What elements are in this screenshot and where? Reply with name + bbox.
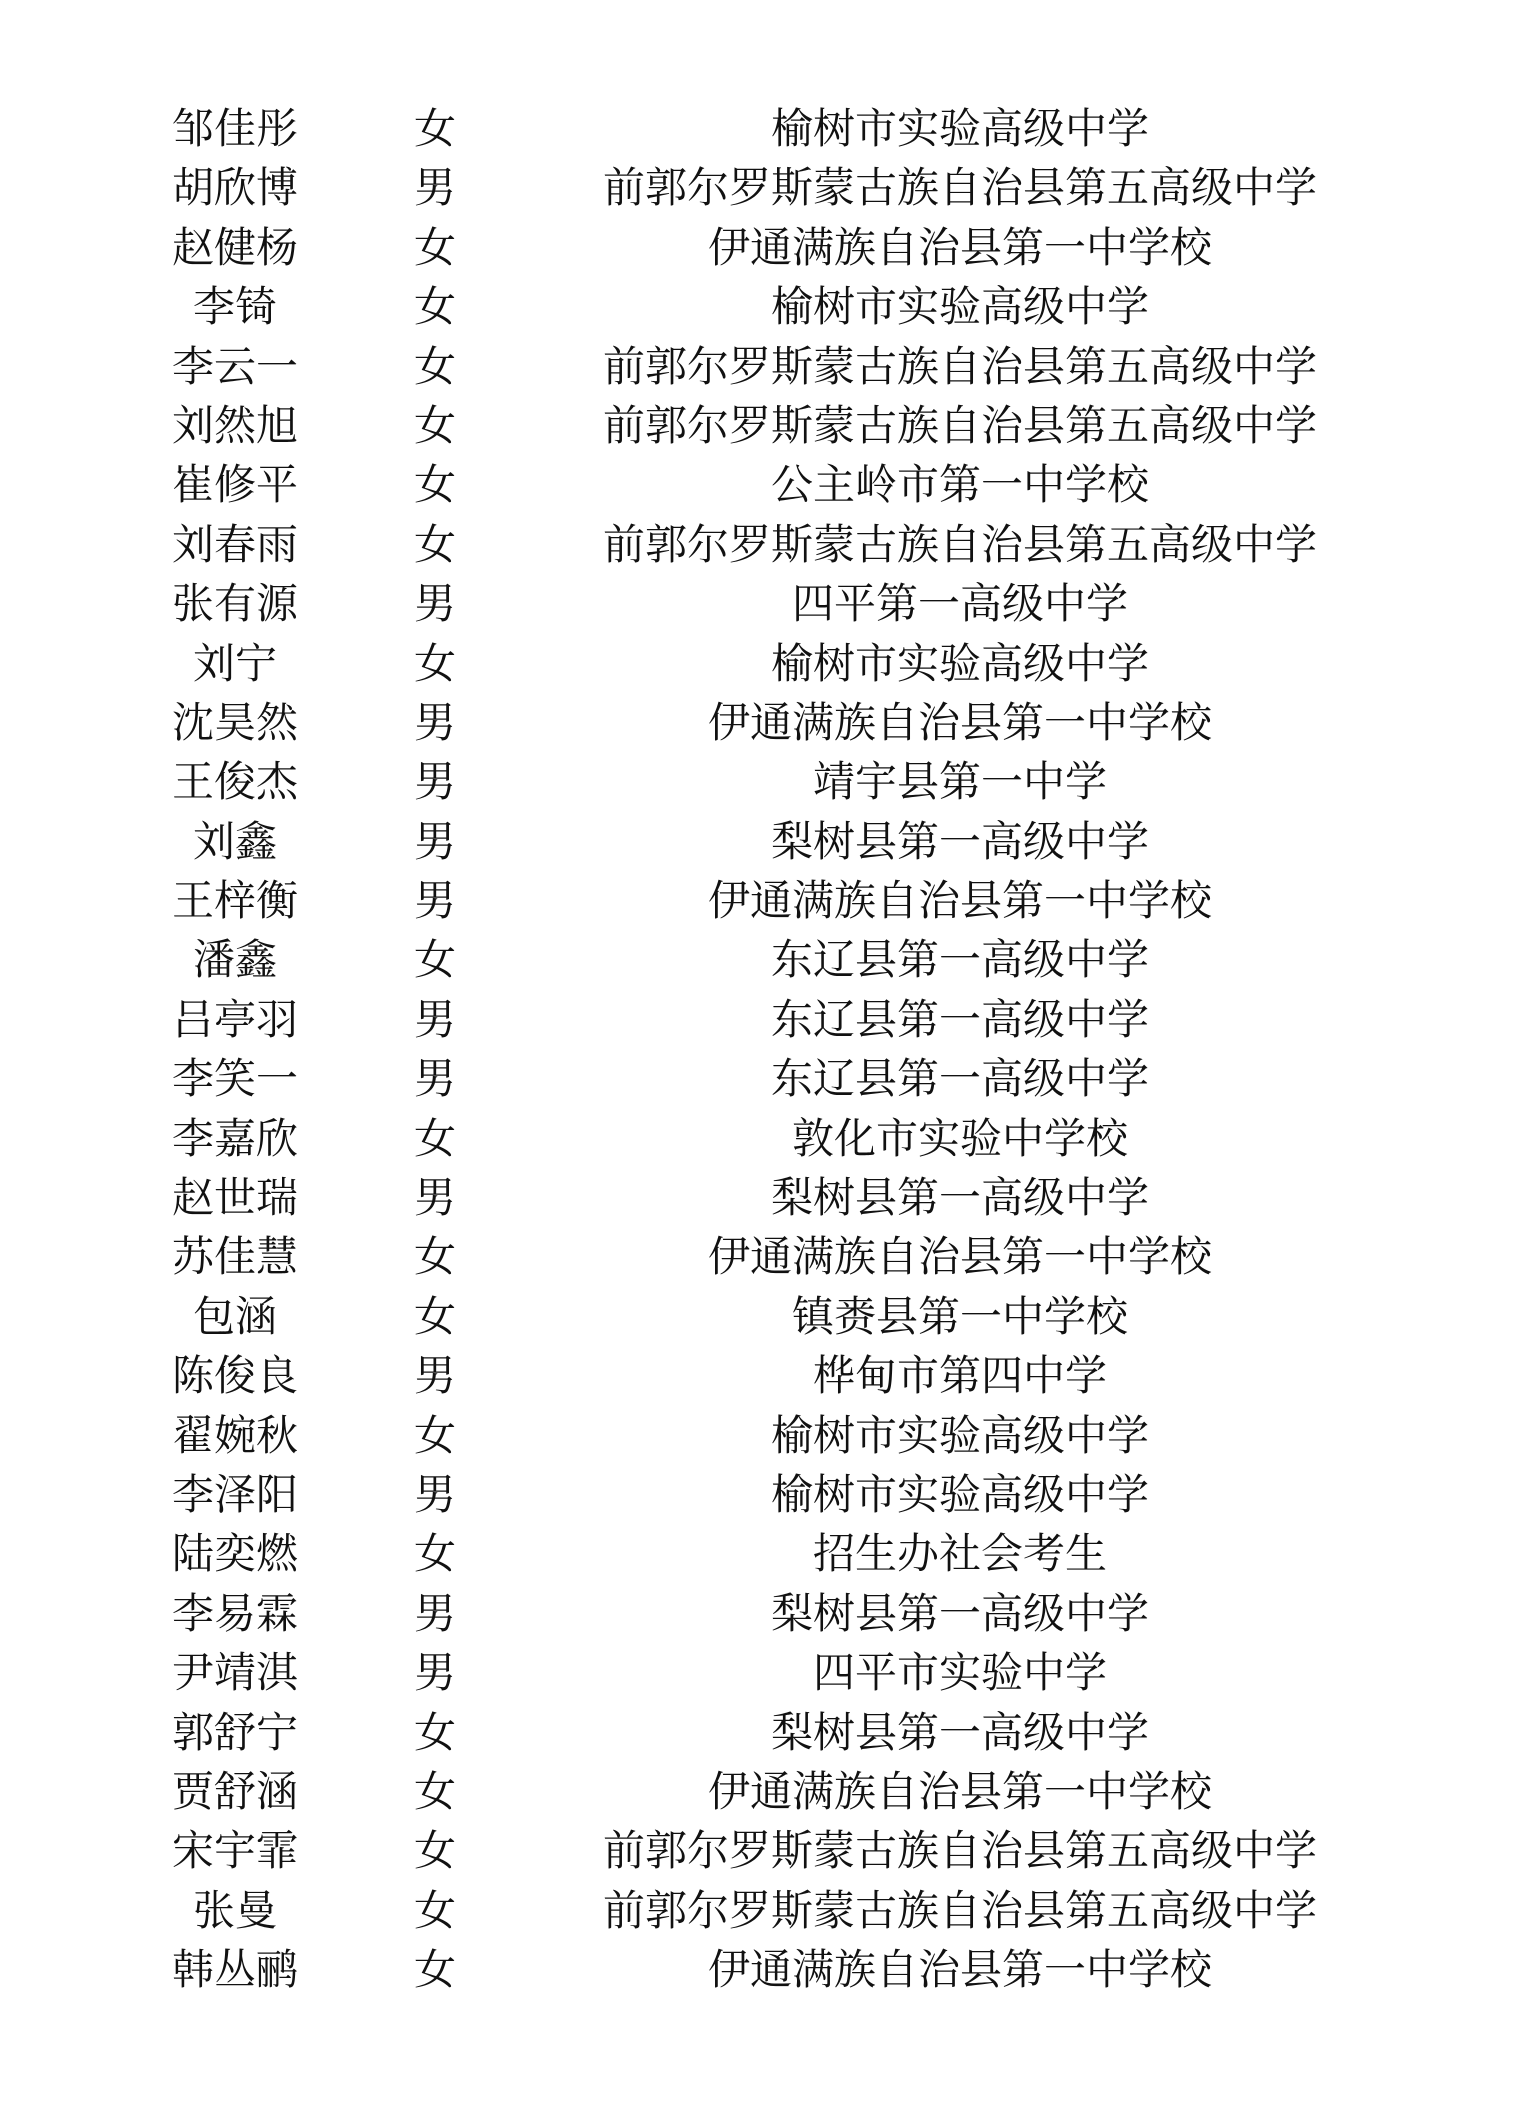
- student-gender: 男: [413, 1054, 456, 1104]
- student-gender: 男: [413, 1351, 456, 1401]
- roster-row: [0, 337, 1522, 396]
- roster-row: [0, 871, 1522, 930]
- student-school: 榆树市实验高级中学: [770, 1469, 1149, 1519]
- student-gender: 男: [413, 163, 456, 213]
- student-name: 翟婉秋: [171, 1410, 298, 1460]
- student-name: 赵世瑞: [171, 1173, 298, 1223]
- student-school: 伊通满族自治县第一中学校: [707, 697, 1212, 747]
- student-name: 尹靖淇: [171, 1648, 298, 1698]
- roster-row: [0, 930, 1522, 989]
- student-gender: 女: [413, 341, 456, 391]
- student-gender: 女: [413, 1410, 456, 1460]
- student-school: 前郭尔罗斯蒙古族自治县第五高级中学: [602, 1826, 1317, 1876]
- roster-row: [0, 515, 1522, 574]
- student-school: 梨树县第一高级中学: [770, 1588, 1149, 1638]
- student-gender: 男: [413, 579, 456, 629]
- student-gender: 男: [413, 994, 456, 1044]
- roster-row: [0, 1643, 1522, 1702]
- roster-row: [0, 1881, 1522, 1940]
- student-name: 刘春雨: [171, 519, 298, 569]
- roster-row: [0, 752, 1522, 811]
- student-gender: 男: [413, 1648, 456, 1698]
- student-school: 伊通满族自治县第一中学校: [707, 876, 1212, 926]
- roster-row: [0, 1524, 1522, 1583]
- student-gender: 男: [413, 876, 456, 926]
- roster-row: [0, 455, 1522, 514]
- student-gender: 女: [413, 1826, 456, 1876]
- student-gender: 女: [413, 1529, 456, 1579]
- student-school: 前郭尔罗斯蒙古族自治县第五高级中学: [602, 1885, 1317, 1935]
- roster-row: [0, 1940, 1522, 1999]
- student-name: 苏佳慧: [171, 1232, 298, 1282]
- student-school: 招生办社会考生: [812, 1529, 1107, 1579]
- student-name: 赵健杨: [171, 222, 298, 272]
- student-school: 伊通满族自治县第一中学校: [707, 1232, 1212, 1282]
- roster-row: [0, 1762, 1522, 1821]
- student-school: 四平第一高级中学: [791, 579, 1128, 629]
- student-name: 宋宇霏: [171, 1826, 298, 1876]
- student-name: 刘然旭: [171, 400, 298, 450]
- student-school: 梨树县第一高级中学: [770, 1173, 1149, 1223]
- student-name: 李笑一: [171, 1054, 298, 1104]
- student-gender: 女: [413, 1885, 456, 1935]
- student-gender: 男: [413, 1469, 456, 1519]
- student-gender: 女: [413, 1291, 456, 1341]
- student-gender: 女: [413, 638, 456, 688]
- student-gender: 男: [413, 816, 456, 866]
- roster-row: [0, 1346, 1522, 1405]
- student-name: 李锜: [192, 282, 277, 332]
- student-gender: 女: [413, 519, 456, 569]
- student-name: 陆奕燃: [171, 1529, 298, 1579]
- student-gender: 女: [413, 104, 456, 153]
- student-school: 伊通满族自治县第一中学校: [707, 1945, 1212, 1995]
- student-school: 前郭尔罗斯蒙古族自治县第五高级中学: [602, 341, 1317, 391]
- roster-row: [0, 693, 1522, 752]
- student-school: 东辽县第一高级中学: [770, 994, 1149, 1044]
- student-gender: 女: [413, 222, 456, 272]
- student-gender: 女: [413, 400, 456, 450]
- student-gender: 男: [413, 697, 456, 747]
- roster-row: [0, 1049, 1522, 1108]
- student-gender: 女: [413, 935, 456, 985]
- student-name: 邹佳彤: [171, 104, 298, 153]
- student-gender: 女: [413, 1766, 456, 1816]
- roster-row: [0, 990, 1522, 1049]
- roster-row: [0, 1227, 1522, 1286]
- student-name: 刘宁: [192, 638, 277, 688]
- student-name: 王俊杰: [171, 757, 298, 807]
- student-name: 张曼: [192, 1885, 277, 1935]
- student-gender: 女: [413, 1113, 456, 1163]
- student-name: 郭舒宁: [171, 1707, 298, 1757]
- student-name: 刘鑫: [192, 816, 277, 866]
- student-gender: 女: [413, 1945, 456, 1995]
- student-gender: 男: [413, 757, 456, 807]
- student-name: 王梓衡: [171, 876, 298, 926]
- roster-row: [0, 218, 1522, 277]
- student-name: 张有源: [171, 579, 298, 629]
- roster-row: [0, 634, 1522, 693]
- roster-row: [0, 1584, 1522, 1643]
- student-school: 敦化市实验中学校: [791, 1113, 1128, 1163]
- student-name: 崔修平: [171, 460, 298, 510]
- student-name: 贾舒涵: [171, 1766, 298, 1816]
- student-school: 桦甸市第四中学: [812, 1351, 1107, 1401]
- student-school: 伊通满族自治县第一中学校: [707, 1766, 1212, 1816]
- student-school: 前郭尔罗斯蒙古族自治县第五高级中学: [602, 163, 1317, 213]
- student-school: 榆树市实验高级中学: [770, 1410, 1149, 1460]
- roster-row: [0, 396, 1522, 455]
- student-school: 前郭尔罗斯蒙古族自治县第五高级中学: [602, 400, 1317, 450]
- student-school: 伊通满族自治县第一中学校: [707, 222, 1212, 272]
- student-name: 李易霖: [171, 1588, 298, 1638]
- student-name: 潘鑫: [192, 935, 277, 985]
- roster-row: [0, 1465, 1522, 1524]
- student-school: 梨树县第一高级中学: [770, 816, 1149, 866]
- student-gender: 女: [413, 460, 456, 510]
- student-school: 东辽县第一高级中学: [770, 1054, 1149, 1104]
- student-name: 陈俊良: [171, 1351, 298, 1401]
- roster-row: [0, 1168, 1522, 1227]
- student-name: 包涵: [192, 1291, 277, 1341]
- roster-row: [0, 574, 1522, 633]
- student-gender: 女: [413, 282, 456, 332]
- student-gender: 男: [413, 1588, 456, 1638]
- student-school: 榆树市实验高级中学: [770, 638, 1149, 688]
- student-school: 东辽县第一高级中学: [770, 935, 1149, 985]
- roster-row: [0, 1821, 1522, 1880]
- student-name: 沈昊然: [171, 697, 298, 747]
- roster-row: [0, 1703, 1522, 1762]
- student-school: 榆树市实验高级中学: [770, 282, 1149, 332]
- roster-row: [0, 1406, 1522, 1465]
- student-name: 吕亭羽: [171, 994, 298, 1044]
- roster-row: [0, 277, 1522, 336]
- student-school: 镇赉县第一中学校: [791, 1291, 1128, 1341]
- student-school: 梨树县第一高级中学: [770, 1707, 1149, 1757]
- student-gender: 女: [413, 1232, 456, 1282]
- roster-row: [0, 812, 1522, 871]
- roster-row: [0, 1109, 1522, 1168]
- student-school: 公主岭市第一中学校: [770, 460, 1149, 510]
- student-name: 韩丛鹂: [171, 1945, 298, 1995]
- student-name: 李嘉欣: [171, 1113, 298, 1163]
- student-school: 靖宇县第一中学: [812, 757, 1107, 807]
- student-school: 榆树市实验高级中学: [770, 104, 1149, 153]
- roster-row: [0, 158, 1522, 217]
- student-name: 胡欣博: [171, 163, 298, 213]
- student-gender: 女: [413, 1707, 456, 1757]
- roster-row: [0, 1287, 1522, 1346]
- student-name: 李泽阳: [171, 1469, 298, 1519]
- student-name: 李云一: [171, 341, 298, 391]
- student-roster: [0, 99, 1522, 2000]
- student-school: 前郭尔罗斯蒙古族自治县第五高级中学: [602, 519, 1317, 569]
- student-gender: 男: [413, 1173, 456, 1223]
- roster-row: [0, 99, 1522, 158]
- student-school: 四平市实验中学: [812, 1648, 1107, 1698]
